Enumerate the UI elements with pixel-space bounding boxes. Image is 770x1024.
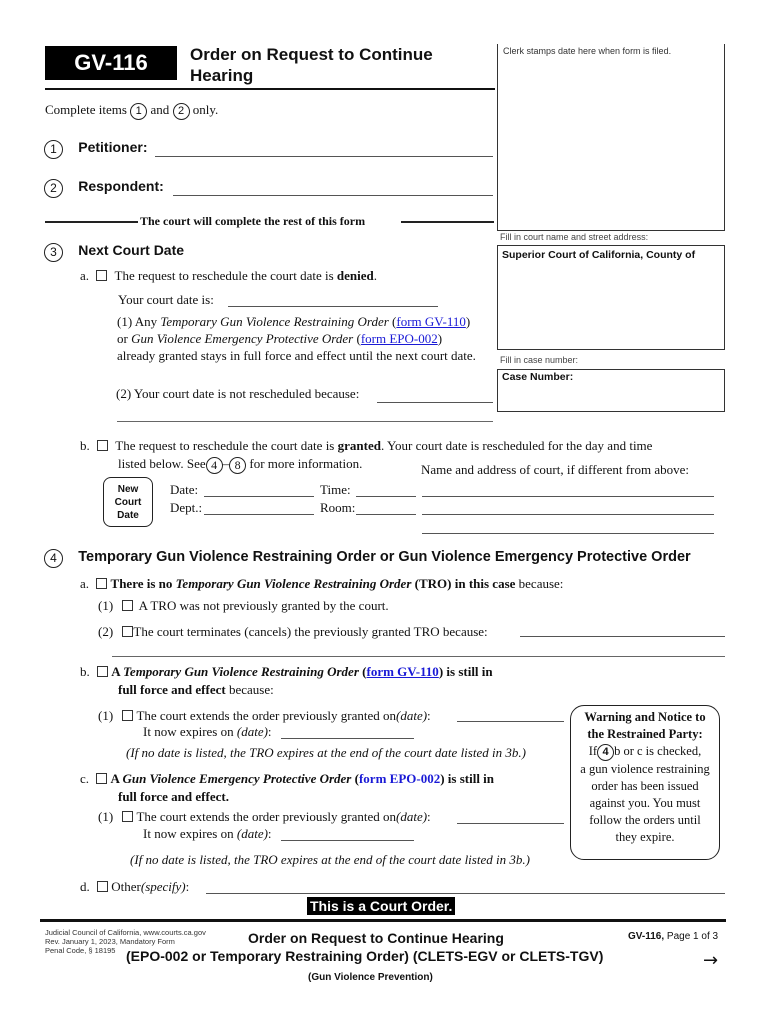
section4b-opt1-text: The court extends the order previously granted on: [136, 708, 396, 723]
court-name-text: Superior Court of California, County of: [502, 249, 696, 261]
respondent-row: [44, 178, 164, 198]
section4c-letter: c.: [80, 771, 90, 786]
section4a-opt2-text: The court terminates (cancels) the previously granted TRO because:: [133, 624, 488, 639]
section4d-other: Other: [111, 879, 141, 894]
section4c-row: [80, 771, 494, 787]
section4c-opt1-text: The court extends the order previously granted on: [136, 809, 396, 824]
section4c-full-force: full force and effect.: [118, 789, 229, 804]
section3b-letter: b.: [80, 438, 90, 453]
item-number-2: 2: [44, 179, 63, 198]
court-date-input[interactable]: [228, 291, 438, 307]
item-number-3: 3: [44, 243, 63, 262]
section4d-other-input[interactable]: [206, 878, 725, 894]
section4c-expires-row: [143, 826, 272, 842]
section4b-because: because:: [225, 682, 274, 697]
p1-open2: (: [353, 331, 361, 346]
section4b-checkbox[interactable]: [97, 666, 108, 677]
warning-if: If: [588, 744, 598, 758]
new-room-input[interactable]: [356, 499, 416, 515]
section4a-opt1-row: [98, 598, 389, 614]
section4b-open: (: [358, 664, 367, 679]
court-address-input-3[interactable]: [422, 518, 714, 534]
section4c-granted-date-input[interactable]: [457, 808, 564, 824]
not-rescheduled-input[interactable]: [377, 387, 493, 403]
petitioner-row: [44, 139, 147, 159]
time-label: Time:: [320, 482, 351, 497]
p1-open: (: [388, 314, 397, 329]
section4a-opt1-num: (1): [98, 598, 114, 613]
section4c-expires-text: It now expires on: [143, 826, 237, 841]
item-ref-1: 1: [130, 103, 147, 120]
section4c-opt1-checkbox[interactable]: [122, 811, 133, 822]
section4c-expires-colon: :: [267, 826, 272, 841]
section4c-note: (If no date is listed, the TRO expires at the end of the court date listed in 3b.): [130, 852, 530, 867]
section3-title: Next Court Date: [78, 242, 185, 258]
section4a-opt2-checkbox[interactable]: [122, 626, 133, 637]
section4d-letter: d.: [80, 879, 90, 894]
warning-body-2: order has been issued: [591, 778, 699, 793]
new-date-input[interactable]: [204, 481, 314, 497]
section4c-colon: :: [427, 809, 431, 824]
section4b-opt1-row: [98, 708, 431, 724]
section3b-granted: granted: [337, 438, 381, 453]
next-page-arrow-icon[interactable]: →: [703, 950, 719, 971]
divider-right-rule: [401, 221, 494, 223]
section3b-text: The request to reschedule the court date is: [115, 438, 338, 453]
footer-subtitle: (EPO-002 or Temporary Restraining Order) (CLETS-EGV or CLETS-TGV): [126, 948, 604, 964]
section4a-opt1-text: A TRO was not previously granted by the court.: [138, 598, 389, 613]
section3b-checkbox[interactable]: [97, 440, 108, 451]
section4a-tro: (TRO): [411, 576, 455, 591]
section4-title: Temporary Gun Violence Restraining Order or Gun Violence Emergency Protective Order: [78, 549, 691, 566]
section4b-expires-text: It now expires on: [143, 724, 237, 739]
section4b-still-in: ) is still in: [438, 664, 493, 679]
case-number-text: Case Number:: [502, 371, 574, 383]
badge-line3: Date: [117, 510, 139, 521]
section3-heading: [44, 242, 184, 262]
item-ref-4: 4: [206, 457, 223, 474]
link-form-epo002-4c[interactable]: form EPO-002: [358, 771, 441, 786]
court-date-label: Your court date is:: [118, 292, 214, 307]
warning-title1: Warning and Notice to: [584, 710, 706, 724]
court-complete-divider-text: The court will complete the rest of this form: [140, 214, 366, 228]
warning-if-post: b or c is checked,: [614, 744, 702, 758]
section4a-letter: a.: [80, 576, 90, 591]
section4b-expires-input[interactable]: [281, 723, 414, 739]
section3a-text: The request to reschedule the court date is: [114, 268, 337, 283]
form-title-line1: Order on Request to Continue: [190, 45, 433, 64]
section4b-expires-colon: :: [267, 724, 272, 739]
instructions: [45, 102, 218, 120]
petitioner-input[interactable]: [155, 141, 493, 157]
court-name-label: Fill in court name and street address:: [500, 232, 649, 242]
section4c-still-in: ) is still in: [440, 771, 495, 786]
section4b-full-force: full force and effect: [118, 682, 226, 697]
section4a-tgvro: Temporary Gun Violence Restraining Order: [175, 576, 412, 591]
instructions-middle: and: [150, 102, 170, 117]
date-label: Date:: [170, 482, 199, 497]
section3a-period: .: [373, 268, 377, 283]
badge-line2: Court: [114, 497, 142, 508]
warning-body-5: they expire.: [615, 829, 675, 844]
section4d-colon: :: [185, 879, 190, 894]
page-number: Page 1 of 3: [664, 931, 719, 942]
section4c-bold-pre: A: [110, 771, 123, 786]
terminate-reason-line2[interactable]: [112, 656, 725, 657]
section3a-checkbox[interactable]: [96, 270, 107, 281]
item-number-1: 1: [44, 140, 63, 159]
link-form-epo002[interactable]: form EPO-002: [360, 331, 438, 346]
footer-council: Judicial Council of California, www.courts.ca.gov: [45, 928, 206, 937]
section4a-opt2-row: [98, 624, 488, 640]
section4b-expires-row: [143, 724, 272, 740]
section3a-letter: a.: [80, 268, 90, 283]
court-address-input-2[interactable]: [422, 499, 714, 515]
new-time-input[interactable]: [356, 481, 416, 497]
court-address-input-1[interactable]: [422, 481, 714, 497]
section4c-gvepo: Gun Violence Emergency Protective Order: [122, 771, 352, 786]
form-id-badge: GV-116: [45, 46, 177, 80]
section4c-opt1-num: (1): [98, 809, 114, 824]
section4c-expires-input[interactable]: [281, 825, 414, 841]
not-rescheduled-line2[interactable]: [117, 421, 493, 422]
warning-title2: the Restrained Party:: [587, 727, 703, 741]
section4d-row: [80, 879, 189, 895]
section3b-text-post: . Your court date is rescheduled for the day and time: [380, 438, 653, 453]
footer-rule: [40, 919, 726, 922]
new-court-date-badge: [103, 477, 153, 527]
section4b-date-hint: (date): [396, 708, 428, 723]
section4-heading: [44, 549, 691, 568]
p1-tgvro: Temporary Gun Violence Restraining Order: [160, 314, 389, 329]
respondent-label: Respondent:: [78, 178, 164, 194]
section4b-granted-date-input[interactable]: [457, 706, 564, 722]
item-ref-4-warning: 4: [597, 744, 614, 761]
section3a-denied: denied: [336, 268, 374, 283]
section4c-open: (: [351, 771, 359, 786]
section4a-row: [80, 576, 563, 592]
section4b-line2: [118, 682, 274, 698]
instructions-prefix: Complete items: [45, 102, 127, 117]
section4b-letter: b.: [80, 664, 90, 679]
see-label: listed below. See: [118, 456, 206, 471]
section4b-opt1-checkbox[interactable]: [122, 710, 133, 721]
header-rule: [45, 88, 495, 90]
case-number-label: Fill in case number:: [500, 355, 579, 365]
respondent-input[interactable]: [173, 180, 493, 196]
page-indicator: [628, 931, 718, 942]
p1-mid: ) or: [117, 314, 471, 346]
section4a-opt2-num: (2): [98, 624, 114, 639]
section4a-because: because:: [515, 576, 564, 591]
section4c-checkbox[interactable]: [96, 773, 107, 784]
section4b-colon: :: [427, 708, 431, 723]
section4a-opt1-checkbox[interactable]: [122, 600, 133, 611]
section4c-date-hint: (date): [396, 809, 428, 824]
item-ref-8: 8: [229, 457, 246, 474]
section4b-row: [80, 664, 493, 680]
section4b-expires-hint: (date): [236, 724, 268, 739]
room-label: Room:: [320, 500, 356, 515]
court-address-label: Name and address of court, if different from above:: [421, 462, 689, 477]
form-title: [190, 44, 490, 86]
warning-if-line: [571, 743, 719, 761]
section3b-row: [80, 438, 652, 454]
footer-category: (Gun Violence Prevention): [308, 972, 433, 983]
warning-notice-box: [570, 705, 720, 860]
dept-label: Dept.:: [170, 500, 203, 515]
section4c-opt1-row: [98, 809, 431, 825]
section4a-in-case: in this case: [454, 576, 516, 591]
clerk-stamp-box: [497, 44, 725, 231]
section4b-bold-pre: A: [111, 664, 124, 679]
terminate-reason-input[interactable]: [520, 621, 725, 637]
section4b-tgvro: Temporary Gun Violence Restraining Order: [123, 664, 359, 679]
petitioner-label: Petitioner:: [78, 139, 148, 155]
warning-body-1: a gun violence restraining: [580, 761, 710, 776]
form-title-line2: Hearing: [190, 66, 254, 85]
ref-dash: –: [222, 456, 230, 471]
section4d-specify: (specify): [140, 879, 186, 894]
not-rescheduled-label: (2) Your court date is not rescheduled because:: [116, 386, 360, 401]
section3a-paragraph1: [117, 313, 477, 364]
footer-revision: Rev. January 1, 2023, Mandatory Form: [45, 937, 175, 946]
section4b-note: (If no date is listed, the TRO expires at the end of the court date listed in 3b.): [126, 745, 526, 760]
link-form-gv110-4b[interactable]: form GV-110: [366, 664, 439, 679]
warning-body-4: follow the orders until: [589, 812, 701, 827]
warning-body-3: against you. You must: [589, 795, 701, 810]
item-number-4: 4: [44, 549, 63, 568]
p1-pre: (1) Any: [117, 314, 161, 329]
page-form-id: GV-116,: [628, 931, 665, 942]
badge-line1: New: [117, 484, 139, 495]
footer-title: Order on Request to Continue Hearing: [248, 930, 504, 946]
p1-gvepo: Gun Violence Emergency Protective Order: [131, 331, 354, 346]
section4b-opt1-num: (1): [98, 708, 114, 723]
link-form-gv110[interactable]: form GV-110: [396, 314, 466, 329]
item-ref-2: 2: [173, 103, 190, 120]
footer-penal-code: Penal Code, § 18195: [45, 946, 116, 955]
more-info-label: for more information.: [249, 456, 363, 471]
court-order-banner: This is a Court Order.: [307, 897, 455, 915]
section4a-checkbox[interactable]: [96, 578, 107, 589]
p1-post: ) already granted stays in full force and effect until the next court date.: [117, 331, 476, 363]
section4d-checkbox[interactable]: [97, 881, 108, 892]
section4c-expires-hint: (date): [236, 826, 268, 841]
new-dept-input[interactable]: [204, 499, 314, 515]
section3b-line2: [118, 456, 362, 474]
section3a-row: [80, 268, 377, 284]
divider-left-rule: [45, 221, 138, 223]
clerk-stamp-label: Clerk stamps date here when form is filed.: [503, 46, 672, 56]
instructions-suffix: only.: [192, 102, 219, 117]
section4a-bold-pre: There is no: [110, 576, 176, 591]
